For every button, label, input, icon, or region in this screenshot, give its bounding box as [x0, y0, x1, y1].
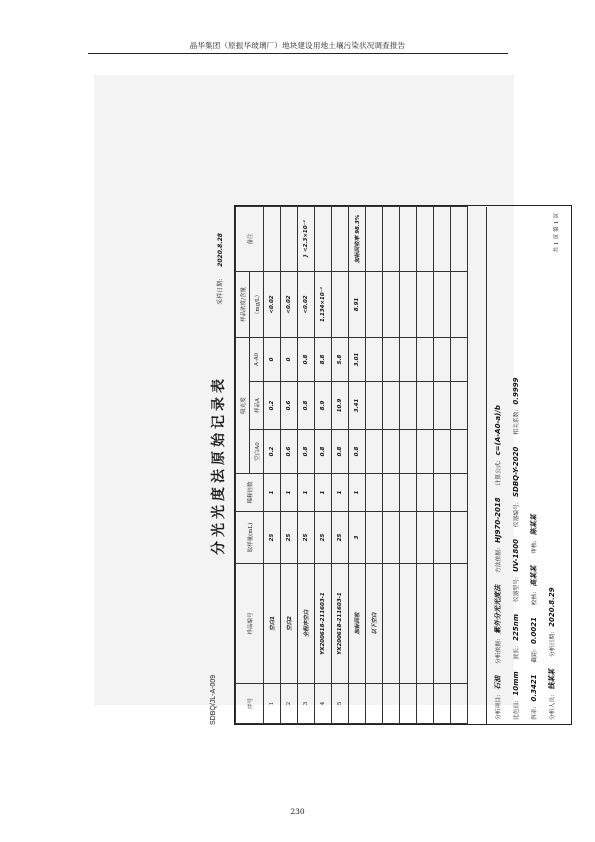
table-cell-no: [349, 684, 366, 724]
table-cell-diff: 3.01: [349, 337, 366, 381]
formula-value: c=(A-A0-a)/b: [494, 405, 502, 456]
table-cell-vol: 3: [349, 512, 366, 564]
table-cell-dil: 1: [332, 474, 349, 512]
table-cell-id: 空白1: [264, 564, 281, 684]
table-cell-a: [366, 382, 383, 430]
table-row: [281, 206, 298, 723]
table-cell-res: [383, 271, 400, 337]
slope-value: 0.3421: [530, 674, 538, 702]
pathlength-label: 比色皿:: [514, 700, 520, 720]
col-absorbance: 吸光度: [236, 337, 250, 473]
meta-row-1: [493, 395, 503, 720]
table-cell-a: 0.6: [281, 382, 298, 430]
table-cell-vol: 25: [332, 512, 349, 564]
table-cell-res: [434, 271, 451, 337]
table-cell-a: [451, 382, 468, 430]
table-cell-vol: [417, 512, 434, 564]
table-cell-vol: 25: [315, 512, 332, 564]
meta-row-4: [547, 577, 557, 720]
table-cell-rem: [434, 206, 451, 271]
table-cell-diff: 0: [264, 337, 281, 381]
table-cell-vol: 25: [281, 512, 298, 564]
table-cell-a: 0.8: [298, 382, 315, 430]
table-cell-rem: } <2.3×10⁻⁴: [298, 206, 315, 271]
table-row: [298, 206, 315, 723]
table-cell-dil: 1: [264, 474, 281, 512]
form-meta-block: [486, 207, 570, 724]
table-cell-id: [383, 564, 400, 684]
table-cell-res: [451, 271, 468, 337]
pathlength-value: 10mm: [512, 671, 520, 696]
reviewer-label: 审核:: [532, 540, 538, 554]
wavelength-value: 225nm: [512, 614, 520, 641]
table-row: [434, 206, 451, 723]
table-cell-res: <0.02: [281, 271, 298, 337]
table-cell-a: [417, 382, 434, 430]
col-sample-id: 样品编号: [236, 564, 264, 684]
page-number: 230: [290, 807, 305, 816]
slope-label: 斜率:: [532, 706, 538, 720]
sampling-date-label: 采样日期:: [217, 278, 224, 305]
header-rule: [88, 53, 508, 54]
meta-row-3: [529, 504, 539, 720]
table-cell-id: 空白2: [281, 564, 298, 684]
method-label: 方法依据:: [496, 547, 502, 573]
wavelength-label: 波长:: [514, 645, 520, 660]
page-header: 晶华集团（原振华玻璃厂）地块建设用地土壤污染状况调查报告: [189, 41, 406, 50]
table-cell-a: 8.9: [315, 382, 332, 430]
table-cell-a: 0.2: [264, 382, 281, 430]
table-cell-res: 8.91: [349, 271, 366, 337]
table-cell-diff: [417, 337, 434, 381]
instrument-label: 仪器型号:: [514, 577, 520, 603]
table-cell-a0: 0.8: [332, 430, 349, 474]
table-cell-rem: [332, 206, 349, 271]
meta-row-2: [511, 368, 520, 720]
table-header-row: [236, 206, 250, 723]
col-result-unit: （mg/L）: [250, 271, 264, 337]
col-sample-a: 样品A: [250, 382, 264, 430]
table-cell-rem: [451, 206, 468, 271]
table-cell-no: 2: [281, 684, 298, 724]
table-cell-rem: [383, 206, 400, 271]
table-row: [332, 206, 349, 723]
table-cell-a0: [434, 430, 451, 474]
table-cell-diff: [366, 337, 383, 381]
table-cell-vol: [451, 512, 468, 564]
intercept-value: 0.0021: [530, 617, 538, 645]
table-cell-no: [383, 684, 400, 724]
table-cell-no: [434, 684, 451, 724]
table-cell-no: [400, 684, 417, 724]
table-cell-no: 4: [315, 684, 332, 724]
rotated-form: [210, 205, 572, 725]
table-cell-id: 加标回收: [349, 564, 366, 684]
table-cell-rem: [400, 206, 417, 271]
table-row: [366, 206, 383, 723]
table-cell-no: 5: [332, 684, 349, 724]
page-count: 共 1 页 第 1 页: [554, 213, 560, 253]
table-cell-rem: 加标回收率 98.3%: [349, 206, 366, 271]
instrument-value: UV-1800: [512, 539, 520, 573]
item-value: 石油: [494, 675, 502, 690]
table-cell-a: [383, 382, 400, 430]
col-remark: 备注: [236, 206, 264, 271]
record-table: [235, 206, 468, 724]
table-row: [315, 206, 332, 723]
table-cell-res: [332, 271, 349, 337]
formula-label: 计算公式:: [496, 460, 502, 486]
table-cell-diff: [434, 337, 451, 381]
method-value: HJ970-2018: [494, 497, 502, 543]
col-no: 序号: [236, 684, 264, 724]
table-cell-diff: [383, 337, 400, 381]
col-result-top: 样品浓度/含量: [236, 271, 250, 337]
table-cell-a0: 0.8: [315, 430, 332, 474]
col-blank: 空白A0: [250, 430, 264, 474]
table-cell-no: [417, 684, 434, 724]
table-cell-a0: 0.2: [264, 430, 281, 474]
analyst-value: 钱某某: [548, 668, 556, 690]
scanned-form-page: [94, 75, 560, 725]
table-row: [451, 206, 468, 723]
table-cell-vol: 25: [298, 512, 315, 564]
table-cell-dil: [383, 474, 400, 512]
table-cell-no: [366, 684, 383, 724]
analyst-label: 分析人员:: [550, 694, 556, 720]
table-cell-id: [434, 564, 451, 684]
table-cell-diff: [451, 337, 468, 381]
table-cell-vol: [366, 512, 383, 564]
table-row: [417, 206, 434, 723]
basis-label: 分析依据:: [496, 638, 502, 664]
table-cell-rem: [264, 206, 281, 271]
analysis-date-label: 分析日期:: [550, 631, 556, 657]
table-cell-id: [400, 564, 417, 684]
table-cell-res: [366, 271, 383, 337]
table-cell-rem: [417, 206, 434, 271]
table-cell-dil: [451, 474, 468, 512]
table-cell-id: YX200618-211603-1: [315, 564, 332, 684]
checker-label: 校核:: [532, 591, 538, 606]
table-cell-rem: [366, 206, 383, 271]
table-row: [400, 206, 417, 723]
table-cell-id: [417, 564, 434, 684]
intercept-label: 截距:: [532, 649, 538, 663]
table-cell-a0: [400, 430, 417, 474]
table-cell-diff: 8.8: [315, 337, 332, 381]
table-cell-res: [400, 271, 417, 337]
table-cell-dil: [417, 474, 434, 512]
item-label: 分析项目:: [496, 694, 502, 720]
table-cell-id: YX200618-211603-1: [332, 564, 349, 684]
table-cell-res: <0.02: [264, 271, 281, 337]
table-cell-a: 3.41: [349, 382, 366, 430]
analysis-date-value: 2020.8.29: [548, 587, 556, 627]
corr-label: 相关系数:: [514, 409, 520, 435]
table-cell-vol: [383, 512, 400, 564]
sampling-date: [215, 233, 224, 305]
table-row: [349, 206, 366, 723]
table-row: [264, 206, 281, 723]
table-cell-a0: 0.8: [298, 430, 315, 474]
table-cell-vol: [400, 512, 417, 564]
table-cell-a0: [451, 430, 468, 474]
table-cell-dil: 1: [315, 474, 332, 512]
table-cell-rem: [315, 206, 332, 271]
table-cell-res: [417, 271, 434, 337]
form-code: SDBQ/JL-A-009: [210, 674, 217, 725]
sampling-date-value: 2020.8.28: [217, 233, 224, 267]
table-cell-vol: [434, 512, 451, 564]
table-cell-no: 3: [298, 684, 315, 724]
table-cell-diff: 5.8: [332, 337, 349, 381]
table-cell-diff: [400, 337, 417, 381]
form-title: 分光光度法原始记录表: [211, 375, 227, 555]
table-cell-no: 1: [264, 684, 281, 724]
record-table-frame: [234, 205, 572, 725]
table-cell-a: [400, 382, 417, 430]
table-cell-rem: [281, 206, 298, 271]
table-cell-dil: 1: [298, 474, 315, 512]
table-cell-a0: 0.6: [281, 430, 298, 474]
table-cell-dil: [400, 474, 417, 512]
instrument-no-value: SDBQ-Y-2020: [512, 446, 520, 498]
table-cell-diff: 0: [281, 337, 298, 381]
table-cell-vol: 25: [264, 512, 281, 564]
table-cell-res: <0.02: [298, 271, 315, 337]
basis-value: 紫外分光光度法: [494, 584, 502, 634]
col-diff: A-A0: [250, 337, 264, 381]
instrument-no-label: 仪器编号:: [514, 502, 520, 528]
table-cell-dil: [366, 474, 383, 512]
table-cell-no: [451, 684, 468, 724]
table-cell-a0: [417, 430, 434, 474]
table-cell-dil: [434, 474, 451, 512]
table-cell-res: 1.134×10⁻⁴: [315, 271, 332, 337]
table-cell-a: 10.9: [332, 382, 349, 430]
table-cell-a0: [383, 430, 400, 474]
corr-value: 0.9999: [512, 377, 520, 405]
table-cell-dil: 1: [349, 474, 366, 512]
table-cell-diff: 0.8: [298, 337, 315, 381]
col-dilution: 稀释倍数: [236, 474, 264, 512]
col-volume: 取样量(mL): [236, 512, 264, 564]
reviewer-value: 陈某某: [530, 514, 538, 536]
table-cell-id: 以下空白: [366, 564, 383, 684]
checker-value: 高某某: [530, 565, 538, 587]
table-cell-id: [451, 564, 468, 684]
table-cell-dil: 1: [281, 474, 298, 512]
table-cell-a0: 0.8: [349, 430, 366, 474]
table-cell-a0: [366, 430, 383, 474]
table-cell-a: [434, 382, 451, 430]
table-cell-id: 全程序空白: [298, 564, 315, 684]
table-row: [383, 206, 400, 723]
